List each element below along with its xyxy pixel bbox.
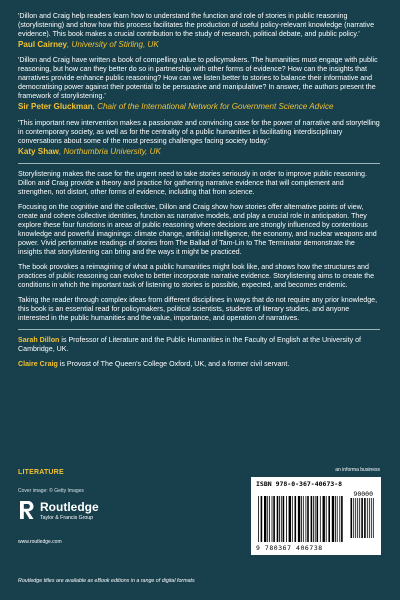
review-quote [18, 119, 380, 157]
review-quote [18, 56, 380, 112]
price-barcode-bar [351, 498, 353, 538]
barcode-bar [279, 496, 280, 542]
price-barcode-bar [361, 498, 363, 538]
publisher-subtitle: Taylor & Francis Group [40, 515, 94, 521]
price-code: 90000 [353, 490, 373, 498]
reviewer-affiliation: University of Stirling, UK [71, 40, 159, 49]
barcode-bar [301, 496, 302, 542]
back-cover-text [18, 12, 380, 373]
isbn-number: ISBN 978-0-367-40673-8 [256, 480, 343, 488]
divider [18, 329, 380, 330]
author-bio-text: is Provost of The Queen's College Oxford, UK, and a former civil servant. [57, 359, 290, 368]
barcode-bar [295, 496, 297, 542]
cover-image-credit: Cover image: © Getty Images [18, 488, 84, 494]
price-barcode-bar [353, 498, 354, 538]
barcode-bar [258, 496, 259, 542]
quote-attribution: Sir Peter Gluckman, Chair of the International Network for Government Science Advice [18, 102, 334, 112]
reviewer-name: Sir Peter Gluckman [18, 102, 93, 112]
barcode-bar [298, 496, 300, 542]
barcode-bar [335, 496, 336, 542]
barcode-bar [320, 496, 321, 542]
barcode-bar [303, 496, 304, 542]
barcode-bar [286, 496, 287, 542]
quote-attribution: Paul Cairney, University of Stirling, UK [18, 40, 159, 49]
isbn-barcode [251, 477, 381, 555]
barcode-bar [272, 496, 273, 542]
description-paragraph: Storylistening makes the case for the urgent need to take stories seriously in order to improve public reasoning. Dillon and Craig provide a theory and practice for gathering narrative evidence that will complement and strengthen, not distort, other forms of evidence, including that from science. [18, 169, 367, 196]
description-paragraph: Focusing on the cognitive and the collective, Dillon and Craig show how stories offer alternative points of view, create and cohere collective identities, function as narrative models, and play a crucial role in anticipation. They explore these four functions in areas of public reasoning where decisions are strongly influenced by contentious knowledge and powerful imaginings: climate change, artificial intelligence, the economy, and nuclear weapons and power. Vivid performative readings of stories from The Ballad of Tam-Lin to The Terminator demonstrate the insights that storylistening can bring and the ways it might be practiced. [18, 202, 377, 256]
routledge-r-icon [18, 500, 35, 520]
reviewer-name: Paul Cairney [18, 40, 68, 49]
author-name: Sarah Dillon [18, 335, 60, 344]
barcode-bar [307, 496, 309, 542]
reviewer-affiliation: Chair of the International Network for Government Science Advice [97, 102, 334, 112]
publisher-website: www.routledge.com [18, 539, 62, 545]
ebook-note: Routledge titles are available as eBook editions in a range of digital formats [18, 578, 195, 584]
price-barcode-bar [369, 498, 370, 538]
price-barcode-bar [357, 498, 358, 538]
barcode-bar [281, 496, 282, 542]
price-barcode-bar [364, 498, 366, 538]
barcode-bar [323, 496, 325, 542]
barcode-bar [326, 496, 327, 542]
informa-tagline: an informa business [335, 467, 380, 473]
barcode-bar [315, 496, 316, 542]
barcode-bar [264, 496, 266, 542]
barcode-bar [313, 496, 314, 542]
barcode-bar [292, 496, 293, 542]
barcode-bar [317, 496, 319, 542]
barcode-bar [311, 496, 313, 542]
barcode-digits: 9 780367 406738 [256, 544, 323, 552]
barcode-bar [261, 496, 263, 542]
barcode-bar [267, 496, 268, 542]
barcode-bars [256, 496, 376, 543]
barcode-bar [332, 496, 334, 542]
author-bio [18, 360, 380, 369]
description-paragraph: The book provokes a reimagining of what a public humanities might look like, and shows how the structures and practices of public reasoning can evolve to better incorporate narrative evidence. Storylistening aims to create the conditions in which the important task of listening to stories is possible, expected, and becomes endemic. [18, 262, 375, 289]
barcode-bar [339, 496, 340, 542]
reviewer-name: Katy Shaw [18, 146, 59, 156]
price-barcode-bar [367, 498, 368, 538]
price-barcode-bar [371, 498, 372, 538]
description-paragraph: Taking the reader through complex ideas from different disciplines in ways that do not require any prior knowledge, this book is an essential read for policymakers, political scientists, students of literary studies, and anyone interested in the public humanities and the value, importance, and operation of narratives. [18, 295, 378, 322]
barcode-bar [306, 496, 307, 542]
author-name: Claire Craig [18, 359, 58, 368]
category-label: LITERATURE [18, 469, 64, 476]
barcode-bar [283, 496, 285, 542]
quote-text: 'Dillon and Craig have written a book of compelling value to policymakers. The humanities must engage with public reasoning, but how can they better do so in partnership with other forms of evidence? How can the insights that narratives provide enhance public reasoning? How can we listen better to stories to balance their informative and democratising power against their potential to be persuasive and manipulative? In answer, the authors present the framework of storylistening.' [18, 56, 378, 101]
barcode-bar [337, 496, 338, 542]
quote-attribution: Katy Shaw, Northumbria University, UK [18, 146, 161, 156]
barcode-bar [277, 496, 279, 542]
publisher-name: Routledge [40, 500, 99, 514]
author-bio-text: is Professor of Literature and the Public Humanities in the Faculty of English at the University of Cambridge, UK. [18, 335, 362, 353]
divider [18, 163, 380, 164]
barcode-bar [273, 496, 275, 542]
barcode-bar [289, 496, 291, 542]
barcode-bar [269, 496, 270, 542]
author-bio [18, 336, 380, 354]
barcode-bar [328, 496, 330, 542]
quote-text: 'This important new intervention makes a passionate and convincing case for the power of narrative and storytelling in contemporary society, as well as for the centrality of a public humanities in facilitating interdisciplinary conversations about some of the most pressing challenges facing society today.' [18, 118, 380, 145]
publisher-logo [18, 497, 138, 537]
reviewer-affiliation: Northumbria University, UK [63, 146, 161, 156]
review-quote [18, 12, 380, 50]
price-barcode-bar [359, 498, 360, 538]
price-barcode-bar [355, 498, 356, 538]
price-barcode-bar [373, 498, 374, 538]
barcode-bar [341, 496, 343, 542]
quote-text: 'Dillon and Craig help readers learn how to understand the function and role of stories in public reasoning (storylistening) and show how this process facilitates the production of useful policy-relevant knowledge (narrative evidence). This book makes a crucial contribution to the study of research, political debate, and public policy.' [18, 12, 375, 38]
